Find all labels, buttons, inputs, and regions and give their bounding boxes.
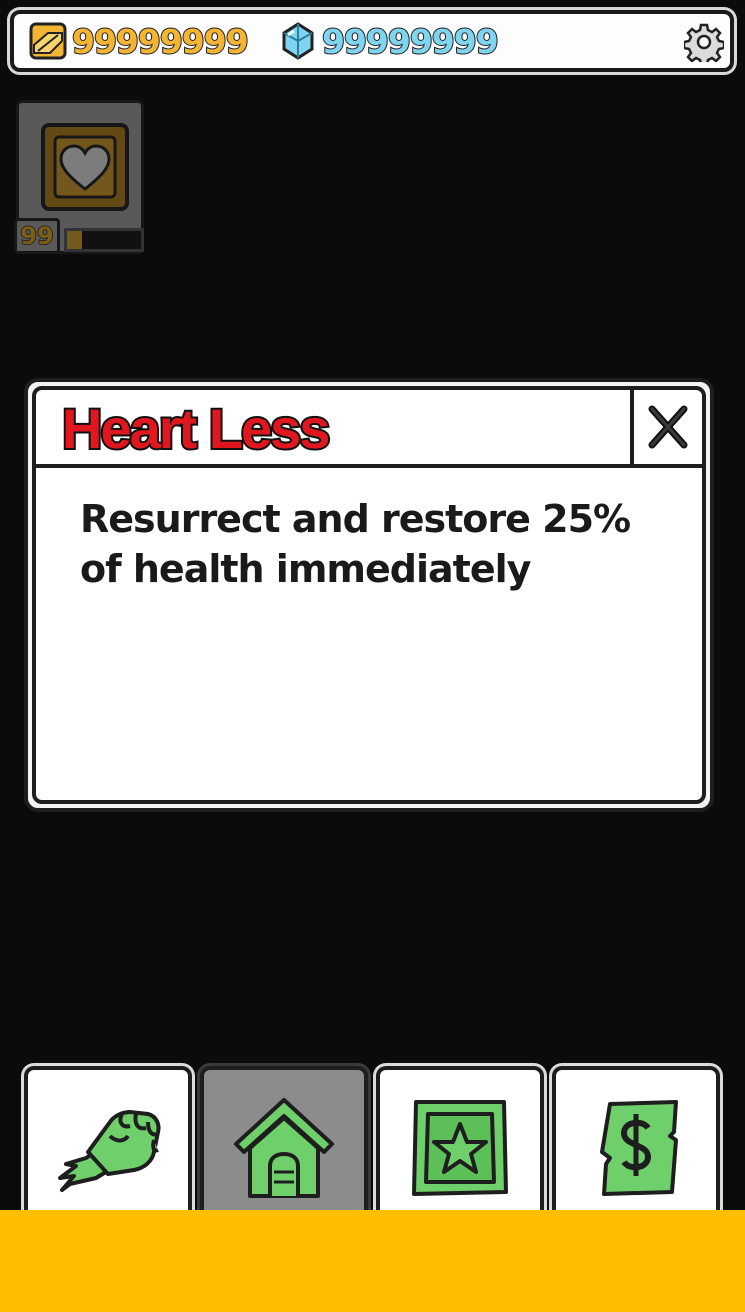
dialog-description: Resurrect and restore 25% of health immediately	[80, 497, 631, 591]
fist-icon	[52, 1092, 164, 1204]
tab-shop[interactable]	[552, 1066, 720, 1226]
ad-banner[interactable]	[0, 1210, 745, 1312]
close-x-icon	[646, 403, 690, 451]
dialog-panel	[32, 386, 706, 804]
gem-amount: 99999999	[322, 21, 498, 61]
dialog-title: Heart Less	[62, 397, 329, 460]
gear-icon[interactable]	[684, 22, 724, 62]
item-progress-bar	[64, 228, 144, 252]
item-slot-heart[interactable]	[14, 98, 148, 260]
heart-crate-icon	[37, 119, 133, 215]
item-info-dialog	[24, 378, 714, 812]
gold-amount: 99999999	[72, 21, 248, 61]
close-button[interactable]	[630, 390, 702, 464]
item-progress-fill	[67, 231, 82, 249]
tab-home[interactable]	[200, 1066, 368, 1226]
tab-upgrades[interactable]	[24, 1066, 192, 1226]
gold-bar-icon	[28, 21, 68, 61]
item-level: 99	[14, 218, 60, 254]
dialog-header	[36, 390, 702, 468]
star-crate-icon	[404, 1092, 516, 1204]
dollar-icon	[580, 1092, 692, 1204]
gold-counter	[28, 20, 248, 62]
house-icon	[228, 1092, 340, 1204]
tab-items[interactable]	[376, 1066, 544, 1226]
currency-bar	[10, 10, 734, 72]
crystal-gem-icon	[278, 21, 318, 61]
gem-counter	[278, 20, 498, 62]
